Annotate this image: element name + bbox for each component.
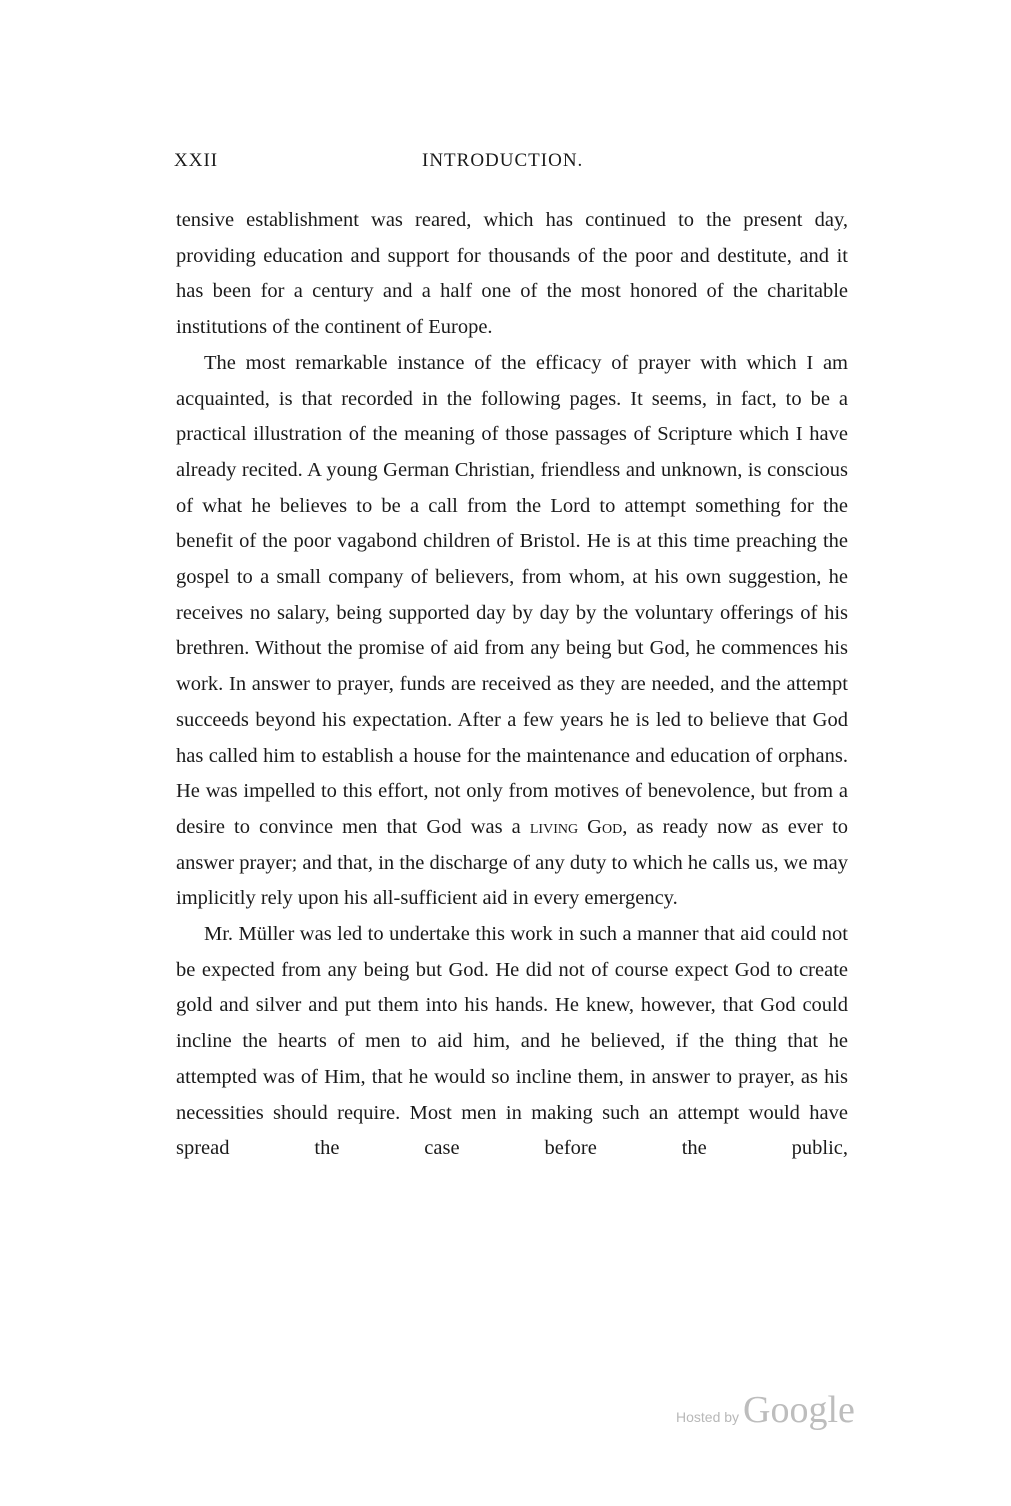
paragraph-muller: Mr. Müller was led to undertake this work in such a manner that aid could not be expected from any being but God. He did not of course expect God to create gold and silver and put them into his hands. He knew, however, that God could incline the hearts of men to aid him, and he believed, if the thing that he attempted was of Him, that he would so incline them, in answer to prayer, as his necessities should require. Most men in making such an attempt would have spread the case before the public, bbox=[176, 923, 848, 1160]
paragraph-continuation: tensive establishment was reared, which has continued to the present day, providing education and support for thousands of the poor and destitute, and it has been for a century and a half one of the most honored of the charitable institutions of the continent of Europe. bbox=[176, 209, 848, 339]
paragraph-text: , as ready now as ever to answer prayer; and that, in the discharge of any duty to which he calls us, we may implicitly rely upon his all-sufficient aid in every emergency. bbox=[176, 815, 849, 910]
running-title: INTRODUCTION. bbox=[422, 150, 584, 171]
paragraph-text: The most remarkable instance of the efficacy of prayer with which I am acquainted, is that recorded in the following pages. It seems, in fact, to be a practical illustration of the meaning of those passages of Scripture which I have already recited. A young German Christian, friendless and unknown, is conscious of what he believes to be a call from the Lord to attempt something for the benefit of the poor vagabond children of Bristol. He is at this time preaching the gospel to a small company of believers, from whom, at his own suggestion, he receives no salary, being supported day by day by the voluntary offerings of his brethren. Without the promise of aid from any being but God, he commences his work. In answer to prayer, funds are received as they are needed, and the attempt succeeds beyond his expectation. After a few years he is led to believe that God has called him to establish a house for the maintenance and education of orphans. He was impelled to this effort, not only from motives of benevolence, but from a desire to convince men that God was a bbox=[176, 351, 848, 838]
hosted-by-label: Hosted by bbox=[676, 1409, 740, 1425]
running-header bbox=[174, 150, 846, 180]
living-god-smallcaps: living God bbox=[529, 815, 623, 838]
paragraph-prayer-instance bbox=[176, 346, 848, 917]
google-logo: Google bbox=[743, 1389, 855, 1431]
body-text bbox=[176, 203, 848, 1167]
hosted-by-google-watermark bbox=[676, 1388, 855, 1432]
page-number: XXII bbox=[174, 150, 219, 171]
